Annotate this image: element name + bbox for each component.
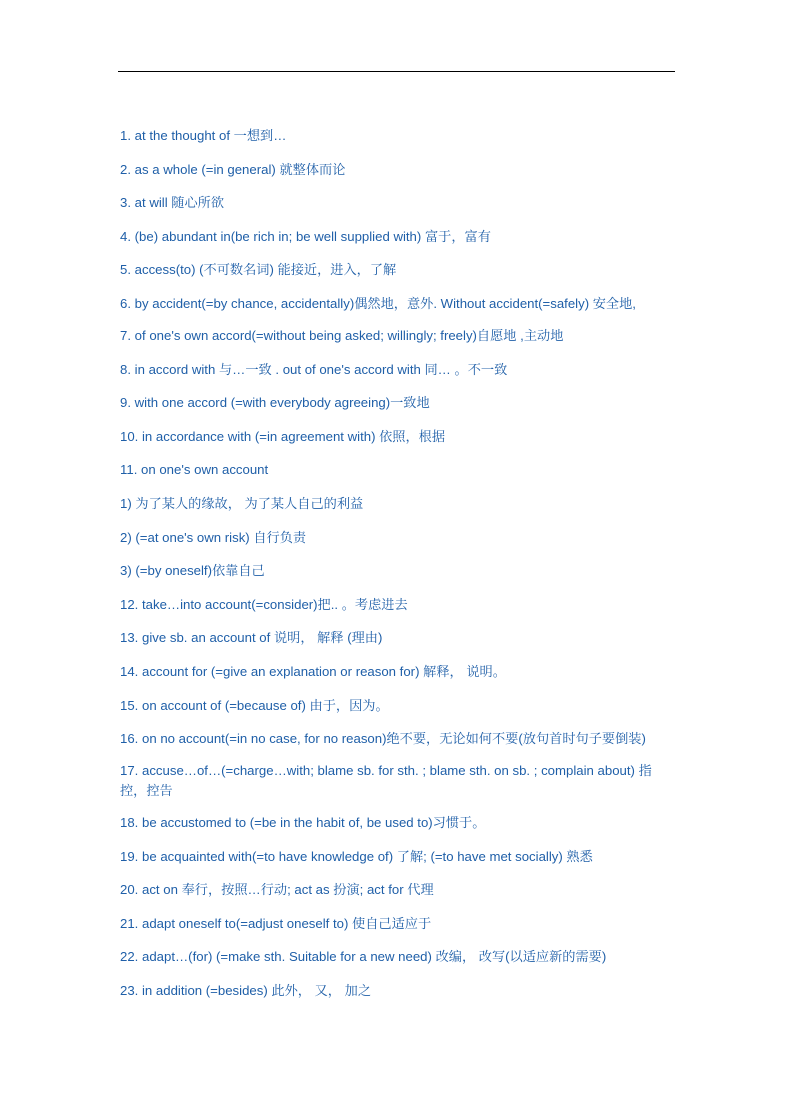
header-rule [118,71,675,72]
list-item: 23. in addition (=besides) 此外， 又， 加之 [120,983,372,999]
list-item: 22. adapt…(for) (=make sth. Suitable for a new need) 改编， 改写(以适应新的需要) [120,949,607,965]
list-item: 9. with one accord (=with everybody agreeing)一致地 [120,395,430,411]
list-item: 11. on one's own account [120,462,269,478]
list-item: 18. be accustomed to (=be in the habit of, be used to)习惯于。 [120,815,486,831]
list-item: 16. on no account(=in no case, for no reason)绝不要，无论如何不要(放句首时句子要倒装) [120,731,646,747]
list-item: 5. access(to) (不可数名词) 能接近，进入，了解 [120,262,397,278]
list-item: 20. act on 奉行，按照…行动; act as 扮演; act for 代理 [120,882,434,898]
list-item: 17. accuse…of…(=charge…with; blame sb. for sth. ; blame sth. on sb. ; complain about) 指控，控告 [120,763,652,799]
list-item: 13. give sb. an account of 说明， 解释 (理由) [120,630,383,646]
list-item: 6. by accident(=by chance, accidentally)偶然地，意外. Without accident(=safely) 安全地, [120,295,636,311]
list-item: 21. adapt oneself to(=adjust oneself to) 使自己适应于 [120,915,432,931]
list-item: 3. at will 随心所欲 [120,195,225,211]
list-item: 12. take…into account(=consider)把.. 。考虑进去 [120,596,408,612]
list-item: 3) (=by oneself)依靠自己 [120,563,265,579]
list-item: 7. of one's own accord(=without being asked; willingly; freely)自愿地 ,主动地 [120,327,564,343]
list-item: 10. in accordance with (=in agreement with) 依照，根据 [120,428,446,444]
list-item: 15. on account of (=because of) 由于，因为。 [120,697,389,713]
list-item: 4. (be) abundant in(be rich in; be well supplied with) 富于，富有 [120,228,491,244]
list-item: 8. in accord with 与…一致 . out of one's accord with 同… 。不一致 [120,361,508,377]
phrase-list [120,126,675,1015]
list-item: 1. at the thought of 一想到… [120,128,287,143]
list-item: 19. be acquainted with(=to have knowledge of) 了解; (=to have met socially) 熟悉 [120,848,593,864]
list-item: 2) (=at one's own risk) 自行负责 [120,529,307,545]
list-item: 1) 为了某人的缘故， 为了某人自己的利益 [120,495,364,511]
list-item: 14. account for (=give an explanation or reason for) 解释， 说明。 [120,663,506,679]
list-item: 2. as a whole (=in general) 就整体而论 [120,161,346,177]
